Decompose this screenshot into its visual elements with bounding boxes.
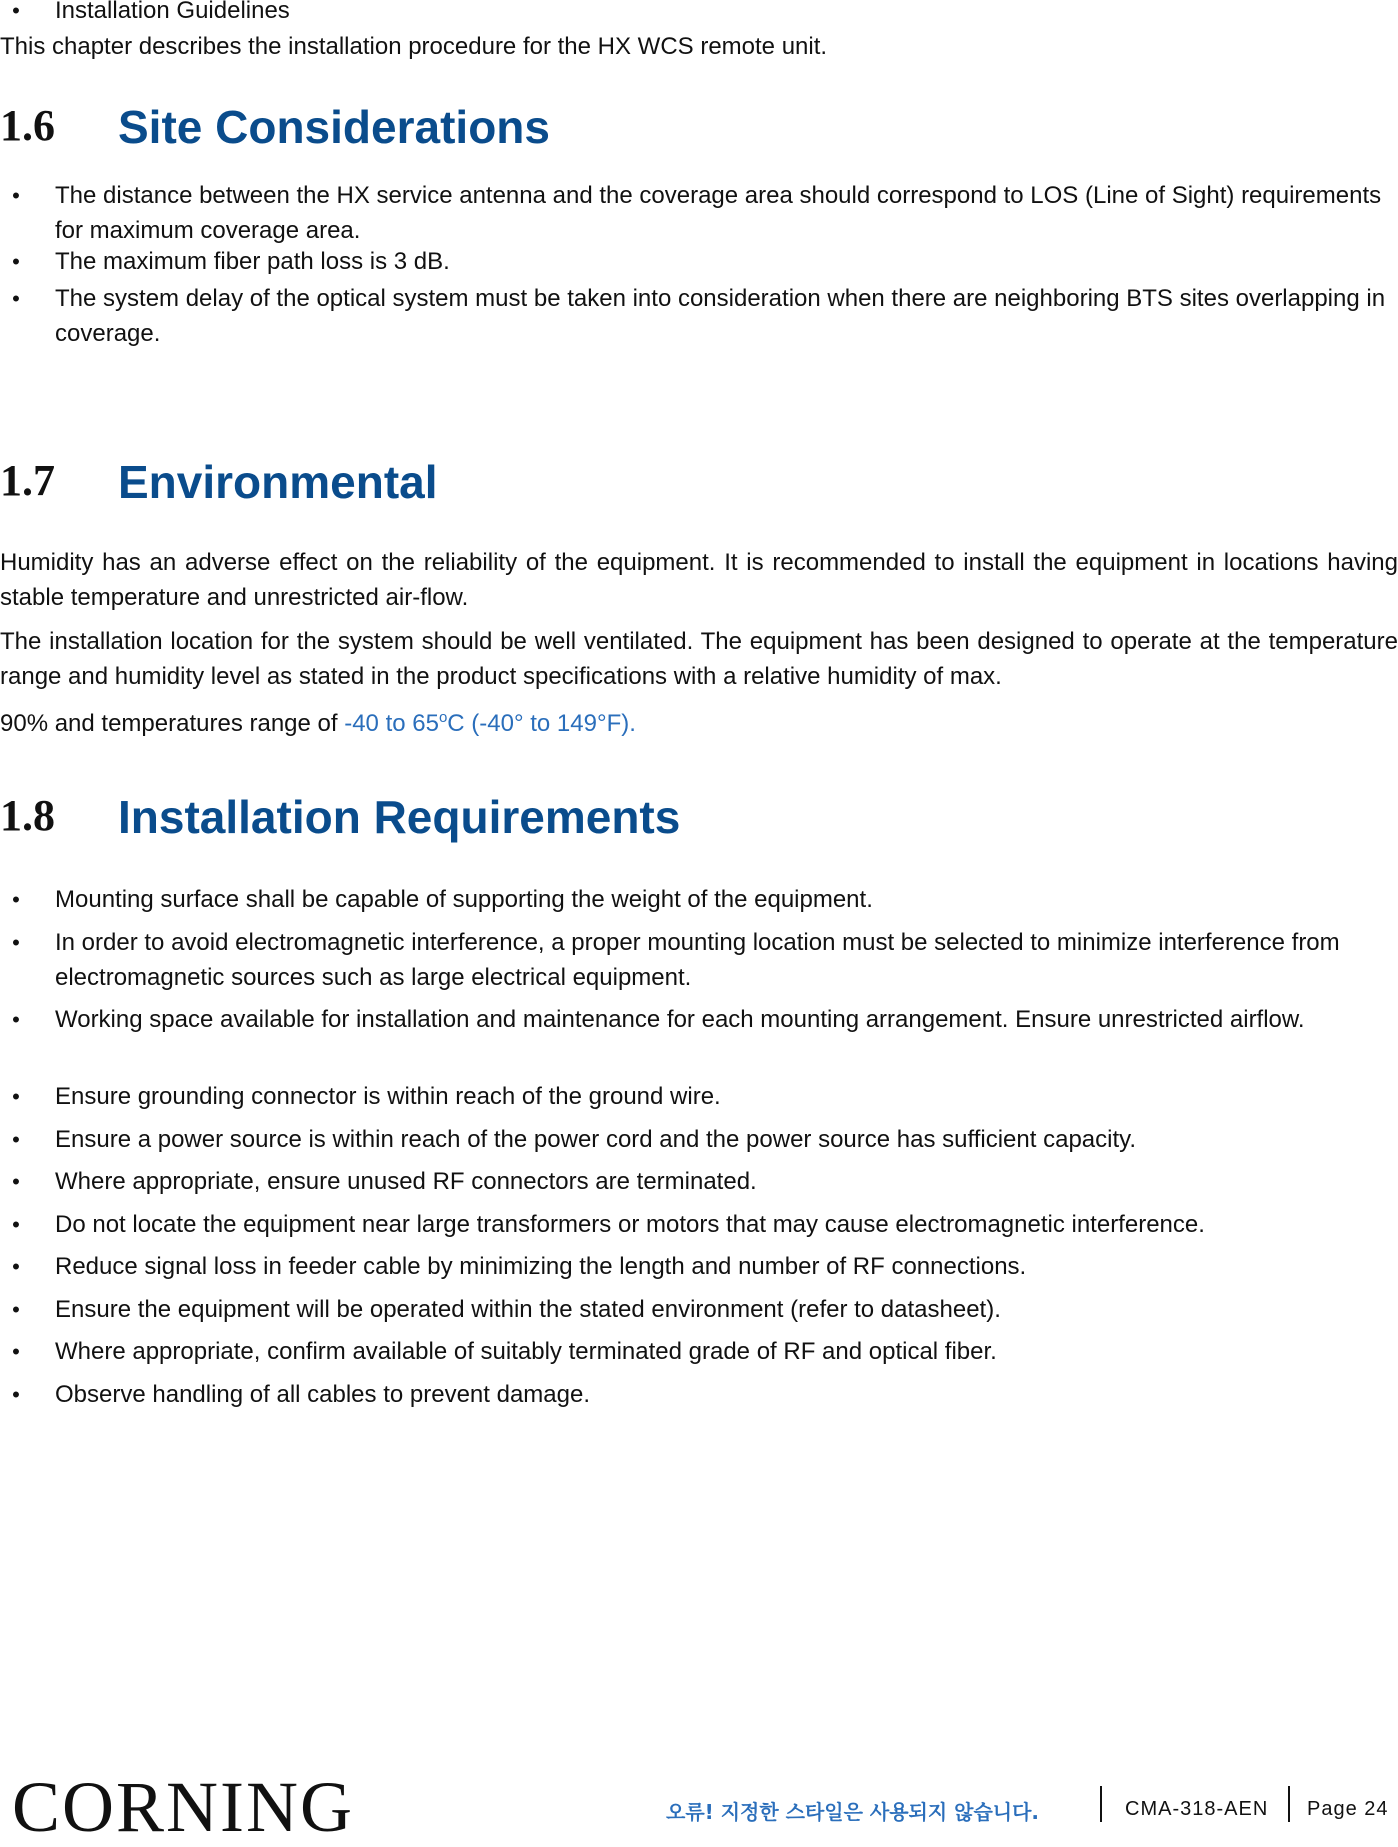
bullet-icon: •	[12, 1127, 20, 1152]
section-title: Site Considerations	[118, 101, 550, 153]
list-item-text: The maximum fiber path loss is 3 dB.	[55, 248, 450, 275]
bullet-icon: •	[12, 887, 20, 912]
footer-divider	[1100, 1786, 1102, 1822]
bullet-icon: •	[12, 0, 20, 23]
list-item-text: Working space available for installation and maintenance for each mounting arrangement. Ensure unrestricted airflow.	[55, 1006, 1305, 1033]
section-heading-site	[0, 100, 1398, 160]
bullet-icon: •	[12, 1339, 20, 1364]
bullet-icon: •	[12, 1297, 20, 1322]
bullet-icon: •	[12, 1169, 20, 1194]
intro-paragraph: This chapter describes the installation procedure for the HX WCS remote unit.	[0, 33, 828, 60]
list-item-text: Where appropriate, confirm available of suitably terminated grade of RF and optical fiber.	[55, 1338, 997, 1365]
paragraph: Humidity has an adverse effect on the reliability of the equipment. It is recommended to install the equipment in locations having stable temperature and unrestricted air-flow.	[0, 549, 1398, 611]
bullet-icon: •	[12, 286, 20, 311]
temperature-prefix: 90% and temperatures range of	[0, 710, 345, 737]
list-item-text: The distance between the HX service antenna and the coverage area should correspond to LOS (Line of Sight) requirements for maximum coverage area.	[55, 182, 1382, 244]
list-item-text: Ensure the equipment will be operated within the stated environment (refer to datasheet).	[55, 1296, 1001, 1323]
footer-divider	[1288, 1786, 1290, 1822]
section-heading-installation	[0, 790, 1398, 850]
list-item-text: Where appropriate, ensure unused RF connectors are terminated.	[55, 1168, 757, 1195]
list-item-text: The system delay of the optical system must be taken into consideration when there are neighboring BTS sites overlapping in coverage.	[55, 285, 1386, 347]
paragraph: The installation location for the system should be well ventilated. The equipment has been designed to operate at the temperature range and humidity level as stated in the product specifications with a relative humidity of max.	[0, 628, 1398, 690]
list-item-text: Ensure grounding connector is within reach of the ground wire.	[55, 1083, 721, 1110]
list-item-text: Observe handling of all cables to prevent damage.	[55, 1381, 590, 1408]
list-item-text: Mounting surface shall be capable of supporting the weight of the equipment.	[55, 886, 873, 913]
style-error-text: 오류! 지정한 스타일은 사용되지 않습니다.	[666, 1800, 1040, 1824]
page-footer	[0, 1767, 1398, 1847]
bullet-icon: •	[12, 183, 20, 208]
bullet-icon: •	[12, 1382, 20, 1407]
section-number: 1.6	[0, 101, 55, 150]
bullet-icon: •	[12, 1212, 20, 1237]
list-item-text: Reduce signal loss in feeder cable by minimizing the length and number of RF connections.	[55, 1253, 1027, 1280]
temperature-range-unit: C (-40° to 149°F).	[447, 710, 636, 737]
degree-mark: o	[438, 709, 448, 726]
bullet-icon: •	[12, 1007, 20, 1032]
section-title: Environmental	[118, 456, 438, 508]
temperature-range: -40 to 65	[344, 710, 439, 737]
bullet-icon: •	[12, 930, 20, 955]
temperature-line	[0, 700, 1398, 741]
bullet-icon: •	[12, 249, 20, 274]
section-heading-environmental	[0, 455, 1398, 515]
bullet-icon: •	[12, 1084, 20, 1109]
section-number: 1.7	[0, 456, 55, 505]
list-item-text: In order to avoid electromagnetic interference, a proper mounting location must be selected to minimize interference from electromagnetic sources such as large electrical equipment.	[55, 929, 1340, 991]
page-number: Page 24	[1307, 1798, 1389, 1820]
section-title: Installation Requirements	[118, 791, 681, 843]
list-item-text: Ensure a power source is within reach of the power cord and the power source has sufficient capacity.	[55, 1126, 1137, 1153]
document-id: CMA-318-AEN	[1125, 1798, 1269, 1820]
list-item-text: Installation Guidelines	[55, 0, 290, 24]
corning-logo: CORNING	[12, 1767, 355, 1847]
bullet-icon: •	[12, 1254, 20, 1279]
section-number: 1.8	[0, 791, 55, 840]
list-item-text: Do not locate the equipment near large transformers or motors that may cause electromagnetic interference.	[55, 1211, 1205, 1238]
